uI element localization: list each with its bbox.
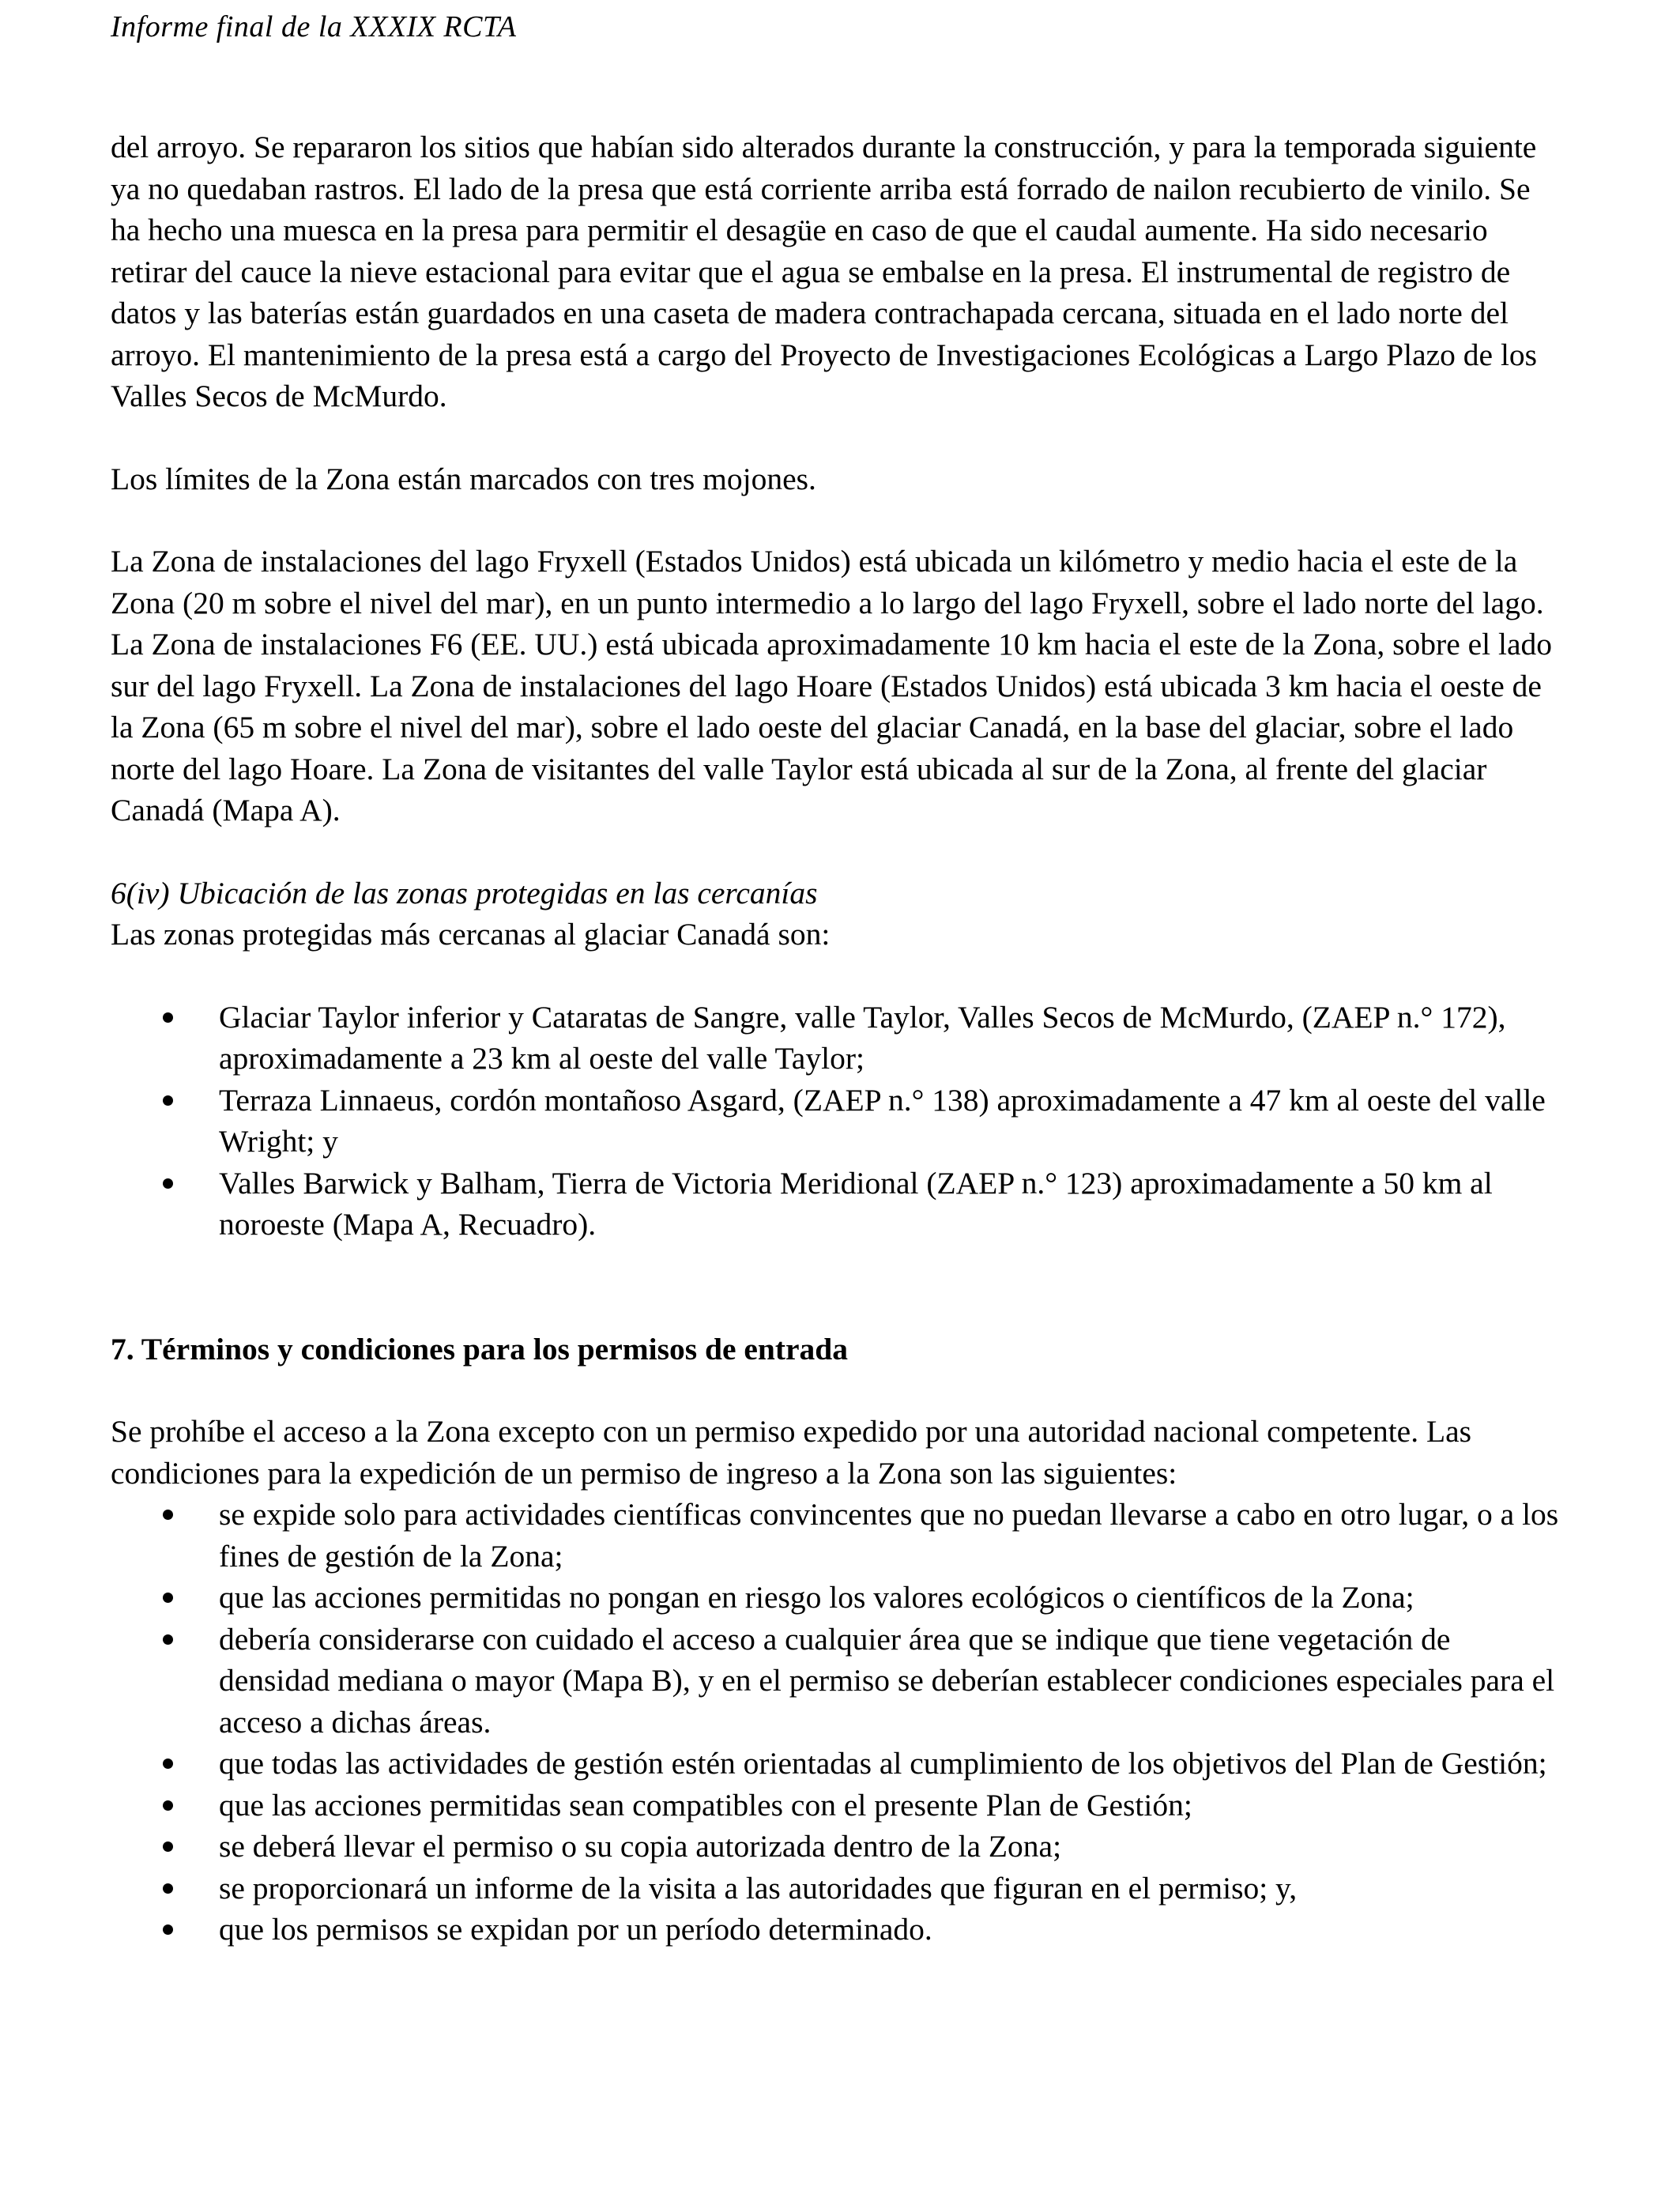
list-item: Glaciar Taylor inferior y Cataratas de Sangre, valle Taylor, Valles Secos de McMurdo, (ZAEP n.° 172), aproximadamente a 23 km al oeste del valle Taylor;: [111, 997, 1565, 1080]
document-body: [111, 126, 1565, 1951]
list-item: que las acciones permitidas sean compatibles con el presente Plan de Gestión;: [111, 1785, 1565, 1826]
running-header: Informe final de la XXXIX RCTA: [111, 10, 517, 43]
paragraph-boundaries: Los límites de la Zona están marcados con tres mojones.: [111, 461, 816, 496]
paragraph-dam-description: del arroyo. Se repararon los sitios que habían sido alterados durante la construcción, y para la temporada siguiente ya no quedaban rastros. El lado de la presa que está corriente arriba está forrado de nailon recubierto de vinilo. Se ha hecho una muesca en la presa para permitir el desagüe en caso de que el caudal aumente. Ha sido necesario retirar del cauce la nieve estacional para evitar que el agua se embalse en la presa. El instrumental de registro de datos y las baterías están guardados en una caseta de madera contrachapada cercana, situada en el lado norte del arroyo. El mantenimiento de la presa está a cargo del Proyecto de Investigaciones Ecológicas a Largo Plazo de los Valles Secos de McMurdo.: [111, 130, 1538, 413]
list-item: Terraza Linnaeus, cordón montañoso Asgard, (ZAEP n.° 138) aproximadamente a 47 km al oeste del valle Wright; y: [111, 1080, 1565, 1163]
list-item: se expide solo para actividades científicas convincentes que no puedan llevarse a cabo en otro lugar, o a los fines de gestión de la Zona;: [111, 1494, 1565, 1577]
list-item: se deberá llevar el permiso o su copia autorizada dentro de la Zona;: [111, 1826, 1565, 1868]
list-item: que los permisos se expidan por un período determinado.: [111, 1909, 1565, 1951]
protected-areas-list: [111, 997, 1565, 1246]
permit-conditions-list: [111, 1494, 1565, 1951]
list-item: Valles Barwick y Balham, Tierra de Victoria Meridional (ZAEP n.° 123) aproximadamente a 50 km al noroeste (Mapa A, Recuadro).: [111, 1163, 1565, 1246]
list-item: se proporcionará un informe de la visita a las autoridades que figuran en el permiso; y,: [111, 1868, 1565, 1909]
section-6iv-heading: 6(iv) Ubicación de las zonas protegidas en las cercanías: [111, 875, 818, 910]
list-item: que todas las actividades de gestión estén orientadas al cumplimiento de los objetivos del Plan de Gestión;: [111, 1743, 1565, 1785]
section-7-heading: 7. Términos y condiciones para los permisos de entrada: [111, 1331, 849, 1367]
list-item: debería considerarse con cuidado el acceso a cualquier área que se indique que tiene vegetación de densidad mediana o mayor (Mapa B), y en el permiso se deberían establecer condiciones especiales para el acceso a dichas áreas.: [111, 1619, 1565, 1744]
section-6iv-intro: Las zonas protegidas más cercanas al glaciar Canadá son:: [111, 917, 831, 952]
section-7-intro: Se prohíbe el acceso a la Zona excepto con un permiso expedido por una autoridad nacional competente. Las condiciones para la expedición de un permiso de ingreso a la Zona son las siguientes:: [111, 1414, 1471, 1491]
paragraph-facilities: La Zona de instalaciones del lago Fryxell (Estados Unidos) está ubicada un kilómetro y medio hacia el este de la Zona (20 m sobre el nivel del mar), en un punto intermedio a lo largo del lago Fryxell, sobre el lado norte del lago. La Zona de instalaciones F6 (EE. UU.) está ubicada aproximadamente 10 km hacia el este de la Zona, sobre el lado sur del lago Fryxell. La Zona de instalaciones del lago Hoare (Estados Unidos) está ubicada 3 km hacia el oeste de la Zona (65 m sobre el nivel del mar), sobre el lado oeste del glaciar Canadá, en la base del glaciar, sobre el lado norte del lago Hoare. La Zona de visitantes del valle Taylor está ubicada al sur de la Zona, al frente del glaciar Canadá (Mapa A).: [111, 544, 1553, 827]
list-item: que las acciones permitidas no pongan en riesgo los valores ecológicos o científicos de la Zona;: [111, 1577, 1565, 1619]
